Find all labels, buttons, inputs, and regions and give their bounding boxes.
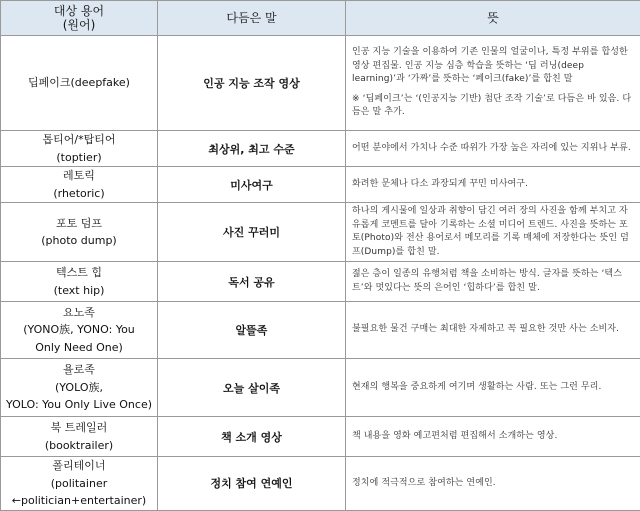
replacement-cell: 알뜰족	[158, 302, 346, 359]
table-row	[1, 36, 640, 131]
table-row	[1, 302, 640, 359]
meaning-paragraph: 현재의 행복을 중요하게 여기며 생활하는 사람. 또는 그런 무리.	[352, 381, 634, 395]
term-cell	[1, 167, 158, 203]
term-line: (photo dump)	[1, 232, 157, 250]
term-line: (YONO族, YONO: You	[1, 321, 157, 339]
replacement-cell: 책 소개 영상	[158, 417, 346, 457]
header-meaning: 뜻	[346, 1, 640, 36]
term-cell	[1, 457, 158, 511]
header-term-line: 대상 용어	[1, 4, 157, 18]
table-row	[1, 203, 640, 262]
table-row	[1, 262, 640, 302]
term-line: (toptier)	[1, 149, 157, 167]
meaning-paragraph: 화려한 문체나 다소 과장되게 꾸민 미사여구.	[352, 178, 634, 192]
term-cell	[1, 203, 158, 262]
meaning-paragraph: 젊은 층이 일종의 유행처럼 책을 소비하는 방식. 글자를 뜻하는 ‘텍스트’와 멋있다는 뜻의 은어인 ‘힙하다’를 합친 말.	[352, 268, 634, 295]
replacement-cell: 독서 공유	[158, 262, 346, 302]
meaning-cell	[346, 131, 640, 167]
header-term	[1, 1, 158, 36]
term-line: (YOLO族,	[1, 379, 157, 397]
term-line: Only Need One)	[1, 339, 157, 357]
term-line: 레토릭	[1, 167, 157, 185]
meaning-paragraph: 어떤 분야에서 가치나 수준 따위가 가장 높은 자리에 있는 지위나 부류.	[352, 142, 634, 156]
table-row	[1, 131, 640, 167]
term-line: 욜로족	[1, 361, 157, 379]
replacement-cell: 미사여구	[158, 167, 346, 203]
meaning-cell	[346, 457, 640, 511]
meaning-cell	[346, 167, 640, 203]
term-line: 포토 덤프	[1, 215, 157, 233]
table-row	[1, 417, 640, 457]
term-line: 북 트레일러	[1, 419, 157, 437]
replacement-cell: 인공 지능 조작 영상	[158, 36, 346, 131]
term-line: (text hip)	[1, 282, 157, 300]
term-cell	[1, 131, 158, 167]
term-cell	[1, 302, 158, 359]
meaning-paragraph: 인공 지능 기술을 이용하여 기존 인물의 얼굴이나, 특정 부위를 합성한 영상 편집물. 인공 지능 심층 학습을 뜻하는 ‘딥 러닝(deep learning)’과 ‘가짜’를 뜻하는 ‘페이크(fake)’를 합친 말	[352, 46, 634, 87]
table-row	[1, 167, 640, 203]
meaning-cell	[346, 359, 640, 417]
meaning-cell	[346, 36, 640, 131]
meaning-paragraph: 책 내용을 영화 예고편처럼 편집해서 소개하는 영상.	[352, 430, 634, 444]
header-replacement: 다듬은 말	[158, 1, 346, 36]
replacement-cell: 최상위, 최고 수준	[158, 131, 346, 167]
term-line: YOLO: You Only Live Once)	[1, 396, 157, 414]
term-cell	[1, 359, 158, 417]
meaning-cell	[346, 417, 640, 457]
replacement-cell: 정치 참여 연예인	[158, 457, 346, 511]
term-line: (politainer	[1, 475, 157, 493]
term-line: 요노족	[1, 304, 157, 322]
table-row	[1, 359, 640, 417]
meaning-cell	[346, 203, 640, 262]
term-cell	[1, 417, 158, 457]
meaning-paragraph: 하나의 게시물에 일상과 취향이 담긴 여러 장의 사진을 함께 부치고 자유롭게 코멘트를 달아 기록하는 소셜 미디어 트렌드. 사진을 뜻하는 포토(Photo)와 전산 용어로서 메모리를 기록 매체에 저장한다는 뜻인 덤프(Dump)를 합친 말.	[352, 205, 634, 259]
term-line: 폴리테이너	[1, 457, 157, 475]
term-line: (booktrailer)	[1, 437, 157, 455]
meaning-paragraph: ※ ‘딥페이크’는 ‘(인공지능 기반) 첨단 조작 기술’로 다듬은 바 있음. 다듬은 말 추가.	[352, 93, 634, 120]
meaning-paragraph: 정치에 적극적으로 참여하는 연예인.	[352, 477, 634, 491]
term-line: 텍스트 힙	[1, 264, 157, 282]
term-line: (rhetoric)	[1, 185, 157, 203]
term-line: 톱티어/*탑티어	[1, 131, 157, 149]
meaning-cell	[346, 262, 640, 302]
replacement-cell: 사진 꾸러미	[158, 203, 346, 262]
term-line: 딥페이크(deepfake)	[1, 74, 157, 92]
meaning-cell	[346, 302, 640, 359]
table-row	[1, 457, 640, 511]
term-cell	[1, 262, 158, 302]
meaning-paragraph: 불필요한 물건 구매는 최대한 자제하고 꼭 필요한 것만 사는 소비자.	[352, 323, 634, 337]
term-cell	[1, 36, 158, 131]
header-row	[1, 1, 640, 36]
header-term-line: (원어)	[1, 18, 157, 32]
replacement-cell: 오늘 살이족	[158, 359, 346, 417]
term-line: ←politician+entertainer)	[1, 492, 157, 510]
